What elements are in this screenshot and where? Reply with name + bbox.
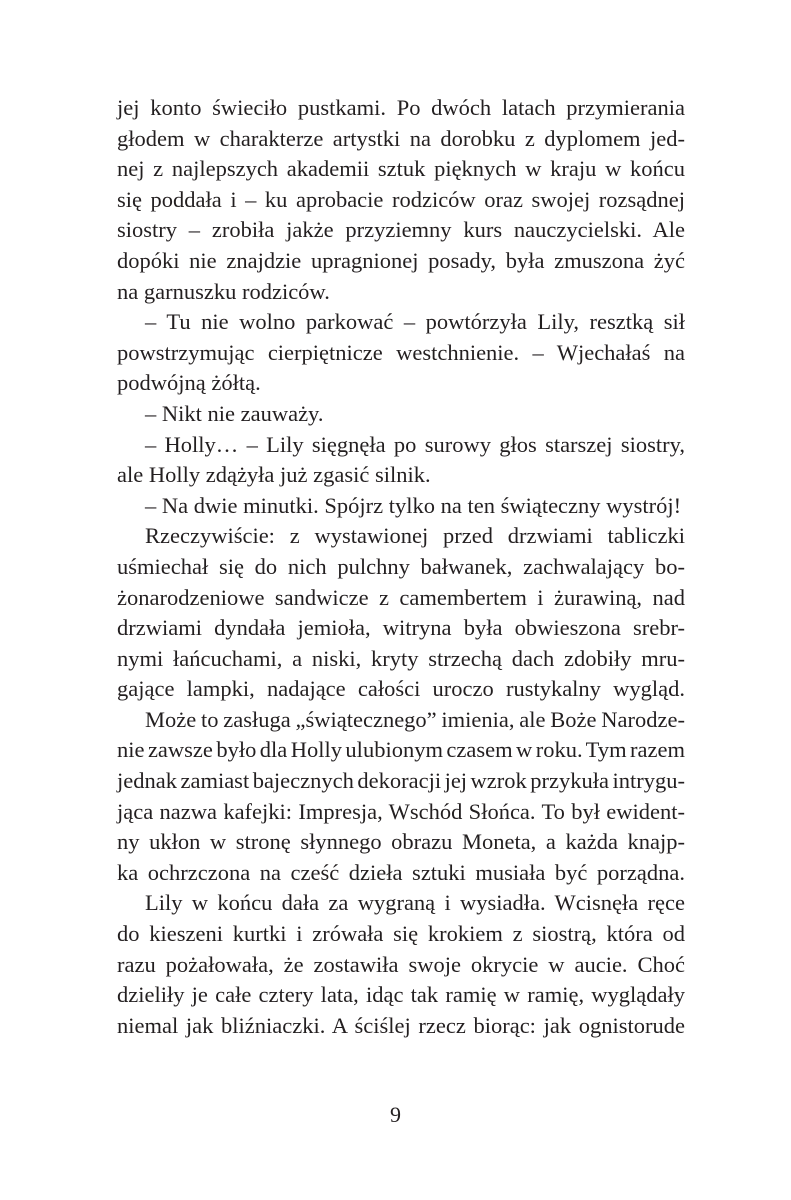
text-line: dzieliły je całe cztery lata, idąc tak ramię w ramię, wyglądały xyxy=(117,982,685,1008)
text-line: jąca nazwa kafejki: Impresja, Wschód Słońca. To był ewident- xyxy=(117,798,685,824)
text-line: do kieszeni kurtki i zrówała się krokiem z siostrą, która od xyxy=(117,921,685,947)
text-line: Rzeczywiście: z wystawionej przed drzwiami tabliczki xyxy=(145,523,685,549)
text-line: nie zawsze było dla Holly ulubionym czasem w roku. Tym razem xyxy=(117,737,685,763)
text-line: Może to zasługa „świątecznego” imienia, ale Boże Narodze- xyxy=(145,706,685,732)
page-number: 9 xyxy=(390,1102,401,1127)
text-line: razu pożałowała, że zostawiła swoje okrycie w aucie. Choć xyxy=(117,951,685,977)
text-line: – Holly… – Lily sięgnęła po surowy głos starszej siostry, xyxy=(145,431,685,457)
text-line: nymi łańcuchami, a niski, kryty strzechą dach zdobiły mru- xyxy=(117,645,685,671)
text-line: jej konto świeciło pustkami. Po dwóch latach przymierania xyxy=(117,95,685,120)
text-line: ka ochrzczona na cześć dzieła sztuki musiała być porządna. xyxy=(117,859,685,885)
text-line: na garnuszku rodziców. xyxy=(117,278,330,304)
text-line: – Tu nie wolno parkować – powtórzyła Lily, resztką sił xyxy=(145,309,685,335)
text-line: – Nikt nie zauważy. xyxy=(145,400,324,426)
text-line: powstrzymując cierpiętnicze westchnienie. – Wjechałaś na xyxy=(117,339,685,365)
text-line: podwójną żółtą. xyxy=(117,370,261,396)
body-text xyxy=(117,93,685,1041)
text-line: ny ukłon w stronę słynnego obrazu Moneta, a każda knajp- xyxy=(117,829,685,855)
text-line: ale Holly zdążyła już zgasić silnik. xyxy=(117,462,431,488)
text-line: dopóki nie znajdzie upragnionej posady, była zmuszona żyć xyxy=(117,247,685,273)
text-line: – Na dwie minutki. Spójrz tylko na ten świąteczny wystrój! xyxy=(145,492,682,518)
text-line: uśmiechał się do nich pulchny bałwanek, zachwalający bo- xyxy=(117,553,685,579)
text-line: drzwiami dyndała jemioła, witryna była obwieszona srebr- xyxy=(117,615,685,641)
text-line: głodem w charakterze artystki na dorobku z dyplomem jed- xyxy=(117,125,685,151)
text-line: gające lampki, nadające całości uroczo rustykalny wygląd. xyxy=(117,676,685,702)
text-line: jednak zamiast bajecznych dekoracji jej wzrok przykuła intrygu- xyxy=(117,768,685,794)
text-line: się poddała i – ku aprobacie rodziców oraz swojej rozsądnej xyxy=(117,186,685,212)
text-line: siostry – zrobiła jakże przyziemny kurs nauczycielski. Ale xyxy=(117,217,685,243)
text-line: niemal jak bliźniaczki. A ściślej rzecz biorąc: jak ognistorude xyxy=(117,1012,685,1038)
text-line: nej z najlepszych akademii sztuk pięknych w kraju w końcu xyxy=(117,156,685,182)
text-line: żonarodzeniowe sandwicze z camembertem i żurawiną, nad xyxy=(117,584,685,610)
text-line: Lily w końcu dała za wygraną i wysiadła. Wcisnęła ręce xyxy=(145,890,685,916)
